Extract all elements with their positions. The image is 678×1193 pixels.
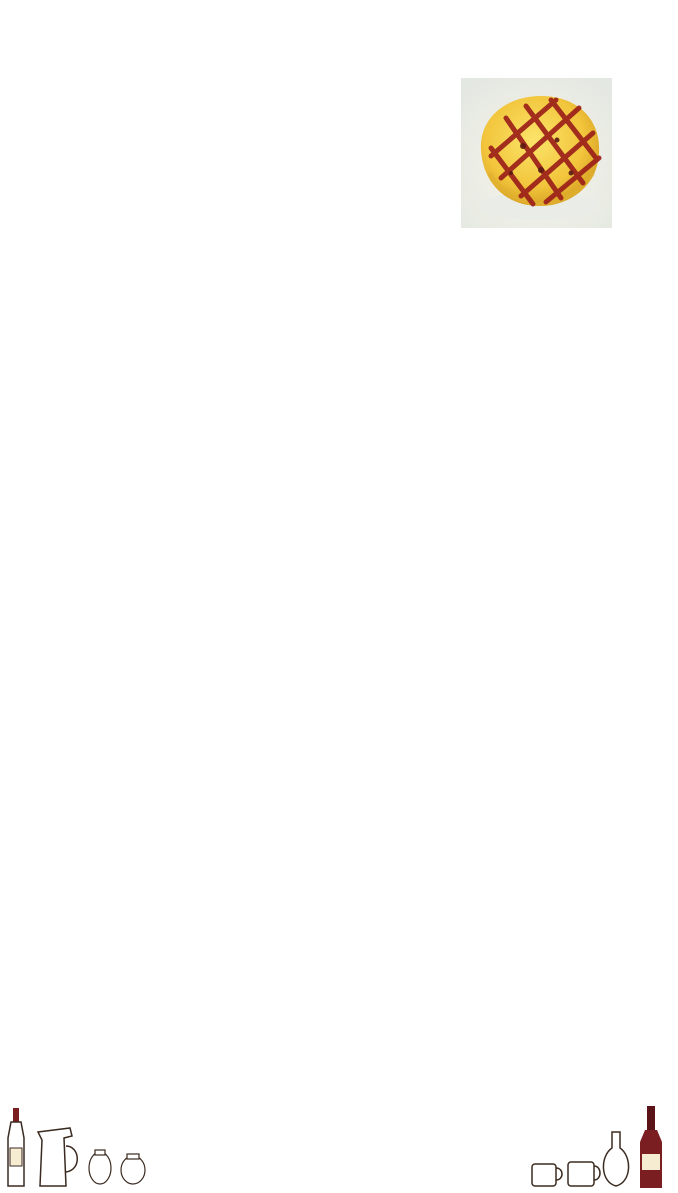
wine-bottle-icon	[640, 1106, 662, 1188]
pitcher-icon	[38, 1128, 77, 1186]
omurice-photo	[461, 78, 612, 228]
decanter-icon	[603, 1132, 628, 1186]
cup-icon	[532, 1162, 600, 1186]
kitchen-illustration	[0, 1098, 678, 1193]
top-decorative-border	[0, 0, 678, 52]
jar-icon	[89, 1150, 145, 1184]
bottle-icon	[8, 1108, 24, 1186]
